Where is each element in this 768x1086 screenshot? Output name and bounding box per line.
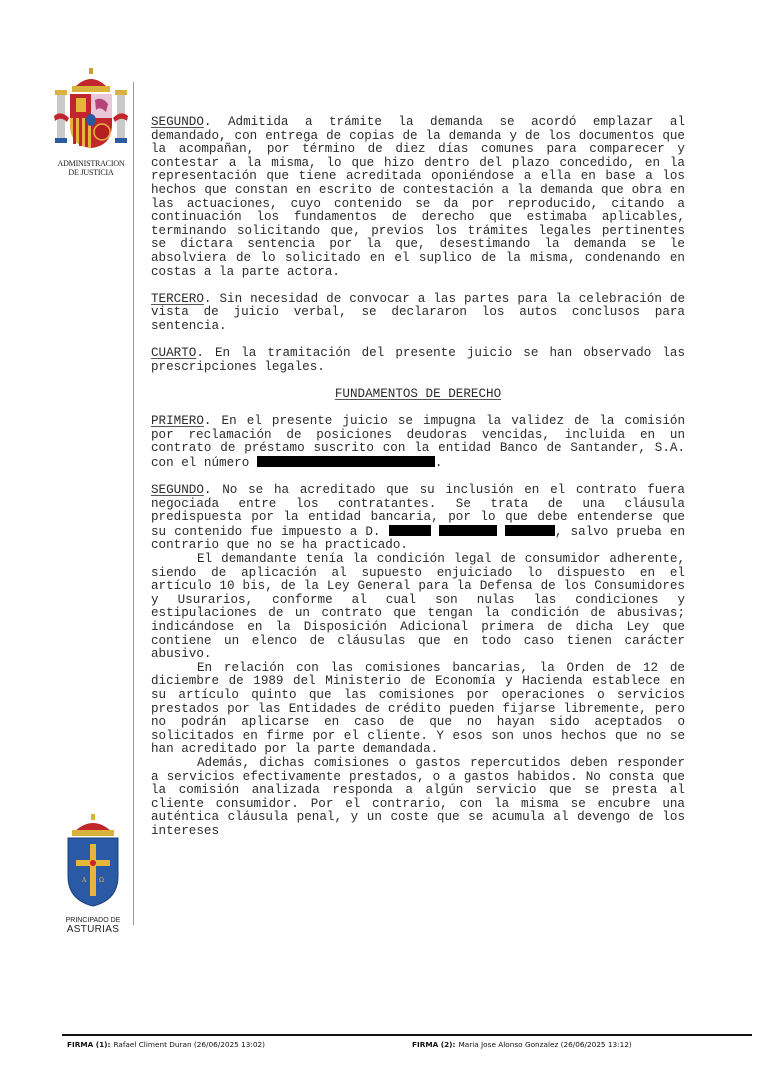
paragraph-consumidor: El demandante tenía la condición legal de consumidor adherente, siendo de aplicación al supuesto enjuiciado lo dispuesto en el artículo 10 bis, de la Ley General para la Defensa de los Consumidores y Usurarios, conforme al cual son nulas las condiciones y estipulaciones de un contrato que tengan la condición de abusivas; indicándose en la Disposición Adicional primera de dicha Ley que contiene un elenco de cláusulas que en todo caso tienen carácter abusivo. [151,552,685,662]
heading-segundo-fundamento: SEGUNDO [151,483,204,498]
heading-segundo: SEGUNDO [151,115,204,129]
antecedente-segundo: SEGUNDO. Admitida a trámite la demanda se acordó emplazar al demandado, con entrega de copias de la demanda y de los documentos que la acompañan, por término de diez días comunes para comparecer y contestar a la misma, lo que hizo dentro del plazo concedido, en la representación que tiene acreditada oponiéndose a ella en base a los hechos que constan en escrito de contestación a la demanda que obra en las actuaciones, cuyo contenido se da por reproducido, citando a continuación los fundamentos de derecho que estimaba aplicables, terminando solicitando que, previos los trámites legales pertinentes se dictara sentencia por la que, desestimando la demanda se le absolviera de lo solicitado en el suplico de la misma, condenando en costas a la parte actora. [151,115,685,279]
heading-cuarto: CUARTO [151,346,197,361]
signature-1 [67,1040,265,1049]
fundamentos-title: FUNDAMENTOS DE DERECHO [334,386,502,401]
logo-caption-asturias: PRINCIPADO DE ASTURIAS [65,917,121,935]
fundamento-segundo: SEGUNDO. No se ha acreditado que su inclusión en el contrato fuera negociada entre los contratantes. Se trata de una cláusula predispuesta por la entidad bancaria, por lo que debe entenderse que su contenido fue impuesto a D. , salvo prueba en contrario que no se ha practicado. [151,483,685,553]
redacted-name-1 [389,525,431,536]
spain-coat-of-arms-icon [52,66,130,152]
paragraph-comisiones: En relación con las comisiones bancarias, la Orden de 12 de diciembre de 1989 del Ministerio de Economía y Hacienda establece en su artículo quinto que las comisiones por operaciones o servicios prestados por las Entidades de crédito pueden fijarse libremente, pero no podrán aplicarse en caso de que no hayan sido aceptados o solicitados en firme por el cliente. Y esos son unos hechos que no se han acreditado por la parte demandada. [151,660,685,757]
section-title [151,388,685,402]
signature-divider [62,1034,752,1036]
fundamento-primero: PRIMERO. En el presente juicio se impugna la validez de la comisión por reclamación de posiciones deudoras vencidas, incluida en un contrato de préstamo suscrito con la entidad Banco de Santander, S.A. con el número . [151,414,685,470]
antecedente-tercero: TERCERO. Sin necesidad de convocar a las partes para la celebración de vista de juicio verbal, se declararon los autos conclusos para sentencia. [151,291,685,333]
redacted-name-3 [505,525,555,536]
administracion-justicia-logo [52,66,130,178]
margin-divider [133,82,134,925]
logo-caption-justicia: ADMINISTRACION DE JUSTICIA [57,159,125,177]
signature-2-value: Maria Jose Alonso Gonzalez (26/06/2025 13:12) [458,1040,632,1049]
redacted-name-2 [439,525,497,536]
svg-text:A: A [82,877,87,884]
asturias-coat-of-arms-icon [58,812,128,908]
principado-asturias-logo [58,812,128,936]
paragraph-ademas: Además, dichas comisiones o gastos repercutidos deben responder a servicios efectivamente prestados, o a gastos habidos. No consta que la comisión analizada responda a algún servicio que se presta al cliente consumidor. Por el contrario, con la misma se encubre una auténtica cláusula penal, y un coste que se acumula al devengo de los intereses [151,755,685,838]
svg-text:Ω: Ω [99,877,104,884]
heading-primero: PRIMERO [151,414,204,429]
heading-tercero: TERCERO [151,291,204,306]
signature-2-label: FIRMA (2): [412,1040,456,1049]
signature-1-label: FIRMA (1): [67,1040,111,1049]
antecedente-cuarto: CUARTO. En la tramitación del presente juicio se han observado las prescripciones legales. [151,346,685,374]
document-body [151,116,685,838]
signature-1-value: Rafael Climent Duran (26/06/2025 13:02) [113,1040,266,1049]
redacted-contract-number [257,456,435,467]
signature-2 [412,1040,632,1049]
